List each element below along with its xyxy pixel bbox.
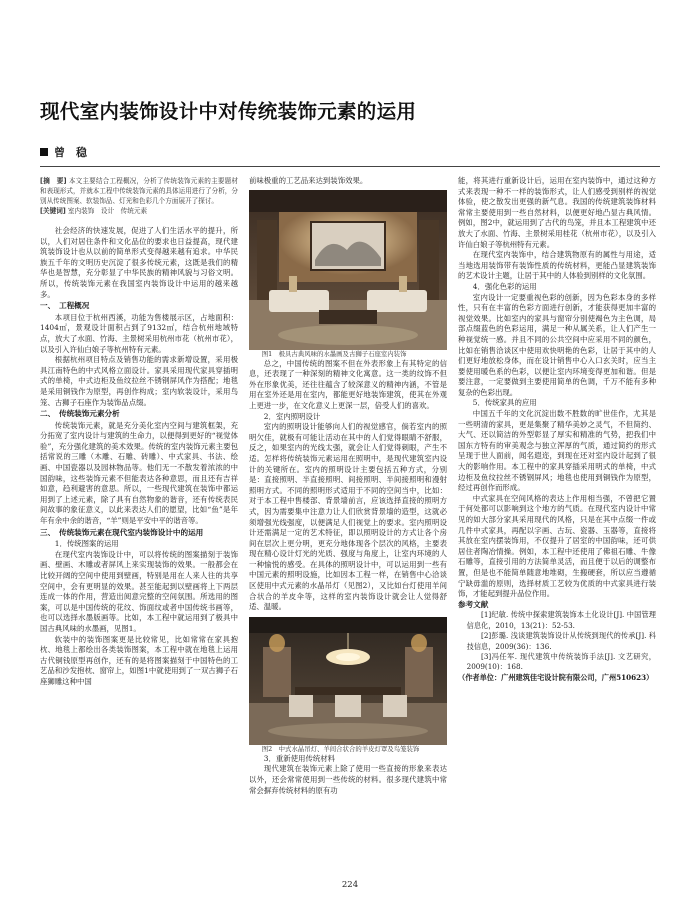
intro-paragraph: 社会经济的快速发展，促进了人们生活水平的提升，所以，人们对居住条件和文化品位的要求也日益提高，现代建筑装饰设计也从以前的简单形式变得越来越有追求。中华民族五千年的文明历史沉淀了很多传统元素，这既是我们的精华也是智慧，充分彰显了中华民族的精神风貌与习俗文明。所以，传统装饰元素在我国室内装饰设计中运用的越来越多。: [40, 226, 238, 299]
section-heading-2: 二、 传统装饰元素分析: [40, 409, 120, 419]
title-divider: [40, 166, 660, 167]
references-heading: 参考文献: [458, 599, 489, 609]
keywords-label: [关键词]: [40, 207, 66, 215]
paragraph: 现代建筑在装饰元素上除了使用一些直接的形象来表达以外，还会常常使用到一些传统的材料。很多现代建筑中常常会摒弃传统材料的原有功: [249, 764, 447, 795]
page-title: 现代室内装饰设计中对传统装饰元素的运用: [40, 100, 417, 123]
paragraph: 在现代室内装饰中，结合建筑物原有的属性与用途，适当地选用装饰带有装饰性质的传统材料，更能凸显建筑装饰的艺术设计主题，让居于其中的人体验到别样的文化氛围。: [458, 250, 656, 281]
reference-item: [3]冯任军. 现代建筑中传统装饰手法[J]. 文艺研究，2009(10)：168.: [466, 651, 656, 672]
abstract: [40, 176, 238, 206]
bullet-square-icon: [40, 148, 48, 156]
abstract-text: 本文主要结合工程概况，分析了传统装饰元素的主要题材和表现形式，并就本工程中传统装饰元素的具体运用进行了分析，分别从传统图案、软装饰品、灯光和色彩几个方面展开了探讨。: [40, 177, 238, 205]
paragraph: 能，将其进行重新设计后，运用在室内装饰中，通过这种方式来表现一种不一样的装饰形式，让人们感受到别样的视觉体验，使之散发出更强的新气息。我国的传统建筑装饰材料常常主要使用到一些自然材料，以便更好地凸显古典风情。例如，图2中，就运用到了古代的鸟笼，并且本工程建筑中还放大了水面、竹海、主景树采用桂花（杭州市花），以及引入许仙白娘子等杭州特有元素。: [458, 176, 656, 249]
page-number: 224: [341, 880, 359, 890]
author-affiliation: （作者单位：广州建筑佳宅设计院有限公司，广州510623）: [458, 672, 654, 682]
author-name: 曾 稳: [54, 146, 87, 159]
column-3: [458, 176, 656, 683]
section-heading-3: 三、 传统装饰元素在现代室内装饰设计中的运用: [40, 527, 204, 537]
reference-item: [2]彭璐. 浅谈建筑装饰设计从传统到现代的传承[J]. 科技信息，2009(36)：136.: [466, 631, 656, 651]
figure-2-caption: 图2 中式水晶吊灯、羊间合状合的羊皮灯罩及鸟笼装饰: [261, 744, 420, 753]
spacer: [40, 216, 238, 226]
chandelier-photo: [249, 617, 447, 745]
figure-1-caption: 图1 极具古典风味的水墨画及古狮子石座室内装饰: [261, 349, 407, 358]
subsection-heading: 4．强化色彩的运用: [472, 281, 537, 291]
subsection-heading: 3．重新使用传统材料: [263, 753, 336, 763]
paragraph: 室内设计一定要重视色彩的创新，因为色彩本身的多样性，只有在丰富的色彩方面进行创新，才能获得更加丰富的视觉效果。比如室内的家具与窗帘分别使褐色为主色调，局部点缀蓝色的色彩运用，满足一种从属关系，让人们产生一种视觉统一感。并且不同的公共空间中应采用不同的颜色，比如在销售洽谈区中使用欢快明艳的色彩，让居于其中的人们更好地放松身体，而在设计销售中心入口玄关时，应当主要使用暖色系的色彩，以便让室内环境变得更加和谐。但是要注意，一定要做到主要使用简单的色调，千万不能有多种复杂的色彩出现。: [458, 292, 656, 397]
keywords: [40, 206, 238, 216]
abstract-label: [摘 要]: [40, 177, 67, 185]
figure-1-image: [249, 190, 447, 350]
paragraph: 室内的照明设计能够向人们的视觉感官，倘若室内的照明欠佳，就极有可能让活动在其中的人们觉得眼睛不舒服，反之，如果室内的光线太强，就会让人们觉得刺眼，产生不适。怎样将传统装饰元素运用在照明中，是现代建筑室内设计的关键所在。室内的照明设计主要包括五种方式，分别是：直接照明、半直接照明、间接照明、半间接照明和漫射照明方式。不同的照明形式适用于不同的空间当中，比如：对于本工程中售楼部、背景墙前言，应该选择直接的照明方式，因为需要集中注意力让人们欣赏背景墙的造型，这就必须增强光线强度，以便满足人们视觉上的要求。室内照明设计还需满足一定的艺术特征，即以照明设计的方式让各个房间在层次上更分明，更充分地体现各个层次的风格，主要表现在精心设计灯光的光质、强度与角度上，让室内环境的人一种愉悦的感受。在具体的照明设计中，可以运用到一些有中国元素的照明设施，比如因本工程一样，在销售中心洽谈区使用中式元素的水晶吊灯（见图2），又比如台灯使用羊间合状合的羊皮伞等，这样的室内装饰设计就会让人觉得舒适、温暖。: [249, 422, 447, 612]
paragraph: 中式家具在空间风格的表达上作用相当强，不曾把它置于何处都可以影响到这个地方的气质。在现代室内设计中常见的如大部分家具采用现代的风格，只是在其中点缀一件或几件中式家具，再配以字画、古玩、瓷器、玉器等，直接将其放在室内摆装饰用，不仅提升了居室的中国韵味，还可供居住者陶冶情操。例如，本工程中还使用了佛祖石雕、牛像石雕等，直接引用的方法简单灵活，而且便于以后的调整布置，但是也不能简单随意地堆砌，生搬硬套，所以应当遵循宁缺毋滥的原则，选择材质工艺较为优质的中式家具进行装饰，才能起到提升品位作用。: [458, 493, 656, 599]
paragraph: 前味极重的工艺品来达到装饰效果。: [249, 176, 368, 185]
subsection-heading: 5．传统家具的应用: [472, 398, 537, 408]
paragraph: 传统装饰元素，就是充分美化室内空间与建筑框架，充分拓宽了室内设计与建筑的生命力，以便得到更好的“视觉体验”，充分强化建筑的美术效果。传统的室内装饰元素主要包括常说的三雕（木雕、石雕、砖雕）、中式家具、书法、绘画、中国瓷器以及园林物品等。他们无一不散发着浓浓的中国韵味，这些装饰元素不但能表达各种意思，而且还有吉祥如意，趋利避害的意思。所以，一些现代建筑在装饰中都运用到了上述元素，除了具有自然物象的谐音，还有传统表民间故事的象征意义，以此来表达人们的愿望，比如“鱼”是年年有余中余的谐音，“羊”则是平安中平的谐音等。: [40, 420, 238, 526]
paragraph: 总之，中国传统的图案不但在外表形象上有其特定的信息，还表现了一种深刻的精神文化寓意。这一类的纹饰不但外在形象优美，还往往蕴含了较深意义的精神内涵，不管是用在室外还是用在室内，都能更好地装饰建筑，使其在外观上更进一步，在文化意义上更深一层，倍受人们的喜欢。: [249, 358, 447, 410]
paragraph: 软装中的装饰图案更是比较常见，比如常常在家具抱枕、地毯上都绘出各类装饰图案，本工程中就在地毯上运用古代铜钱原型再创作，还有的是将图案描刻于中国特色的工艺品和沙发抱枕、窗帘上，如图1中就使用到了一双古狮子石座狮雕这种中国: [40, 634, 238, 686]
subsection-heading: 1．传统图案的运用: [54, 539, 119, 549]
keywords-text: 室内装饰 设计 传统元素: [67, 207, 148, 215]
section-heading-1: 一、 工程概况: [40, 301, 90, 311]
paragraph: 中国五千年的文化沉淀出数不胜数的旷世佳作，尤其是一些明清的家具，更是集聚了精华美妙之灵气，不但简约、大气、还以简洁的外型彰显了厚实和精准的气势，把我们中国东方特有的审美观念与独立浑厚的气质，通过简约的形式呈现于世人面前，闻名遐迩，到现在还对室内设计起到了很大的影响作用。本工程中的家具穿插采用明式的单椅，中式边柜及鱼纹拉丝不锈钢屏风；地毯也使用到铜钱作为原型，经过再创作而形成。: [458, 409, 656, 493]
paragraph: 在现代室内装饰设计中，可以将传统的图案描刻于装饰画、壁画、木雕或者屏风上来实现装饰的效果。一般都会在比较开阔的空间中使用到壁画，特别是用在人来人往的共享空间中，会有更明显的效果。甚至能起到以壁画将上下两层连成一体的作用，营造出阅意完整的空间氛围。所选用的图案，可以是中国传统的花纹、饰面纹或者中国传统书画等，也可以选择水墨版画等。比如，本工程中就运用到了极具中国古典风味的水墨画，见图1。: [40, 549, 238, 633]
reference-item: [1]纪敏. 传统中探索建筑装饰本土化设计[J]. 中国管理信息化，2010，13(21)：52-53.: [466, 610, 656, 630]
paragraph: 本项目位于杭州西溪，功能为售楼展示区，占地面积：1404㎡，景观设计面积占到了9132㎡，结合杭州地域特点，放大了水面、竹海、主景树采用杭州市花（杭州市花），以及引入许仙白娘子等杭州特有元素。: [40, 312, 238, 354]
column-1: [40, 176, 238, 688]
column-2: [249, 176, 447, 796]
author-line: [40, 144, 87, 160]
living-room-photo: [249, 190, 447, 350]
figure-2-image: [249, 617, 447, 745]
subsection-heading: 2．室内照明设计: [263, 411, 321, 421]
paragraph: 根据杭州项目特点及销售功能的需求新增设置，采用极具江南特色的中式风格立面设计。家具采用现代家具穿插明式的单椅，中式边柜及鱼纹拉丝不锈钢屏风作为搭配；地毯是采用铜钱作为原型，再创作构成；室内软装设计，采用鸟笼、古狮子石座作为装饰品点缀。: [40, 355, 238, 407]
